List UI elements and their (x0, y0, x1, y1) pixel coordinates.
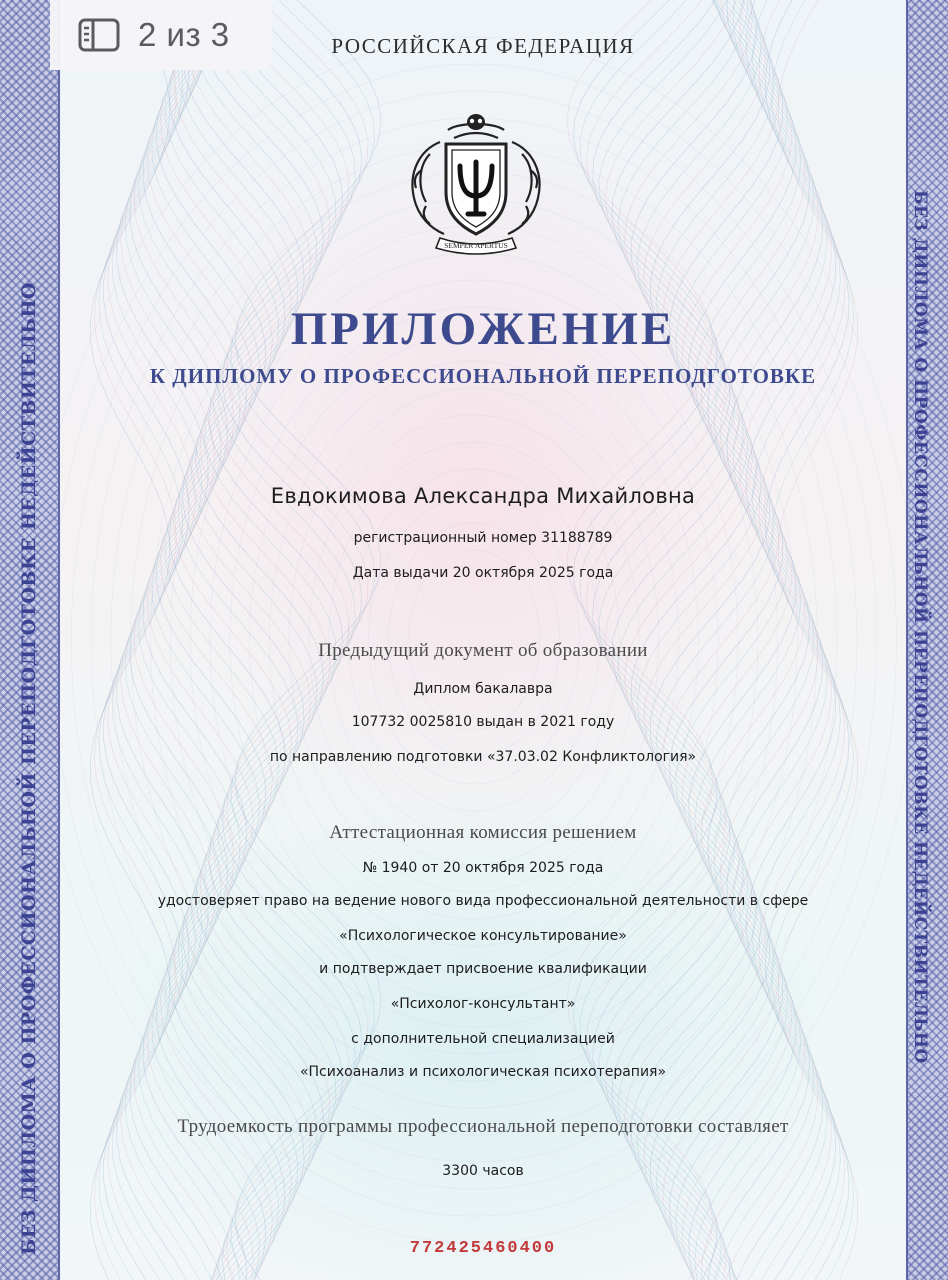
activity-name: «Психологическое консультирование» (339, 928, 627, 944)
registration-number: регистрационный номер 31188789 (353, 530, 613, 546)
holder-full-name: Евдокимова Александра Михайловна (270, 484, 696, 508)
commission-heading: Аттестационная комиссия решением (329, 822, 637, 843)
document-subtitle: К ДИПЛОМУ О ПРОФЕССИОНАЛЬНОЙ ПЕРЕПОДГОТОВКЕ (149, 364, 817, 388)
right-band-text: БЕЗ ДИПЛОМА О ПРОФЕССИОНАЛЬНОЙ ПЕРЕПОДГОТОВКЕ НЕДЕЙСТВИТЕЛЬНО (910, 190, 930, 1064)
workload-heading: Трудоемкость программы профессиональной переподготовки составляет (177, 1116, 789, 1137)
previous-education-field: по направлению подготовки «37.03.02 Конфликтология» (269, 749, 697, 765)
issue-date: Дата выдачи 20 октября 2025 года (352, 565, 614, 581)
workload-hours: 3300 часов (442, 1163, 524, 1179)
document-title: ПРИЛОЖЕНИЕ (290, 303, 676, 355)
confirms-text: и подтверждает присвоение квалификации (319, 961, 647, 977)
previous-education-heading: Предыдущий документ об образовании (318, 640, 648, 661)
emblem-motto: SEMPER APERTUS (444, 241, 508, 250)
left-band-text: БЕЗ ДИПЛОМА О ПРОФЕССИОНАЛЬНОЙ ПЕРЕПОДГОТОВКЕ НЕДЕЙСТВИТЕЛЬНО (18, 282, 40, 1255)
serial-number: 772425460400 (409, 1239, 557, 1258)
page-indicator-label: 2 из 3 (138, 16, 230, 53)
psi-emblem-icon (400, 110, 552, 260)
previous-document-type: Диплом бакалавра (413, 681, 553, 697)
country-heading: РОССИЙСКАЯ ФЕДЕРАЦИЯ (331, 34, 635, 58)
qualification-name: «Психолог-консультант» (390, 996, 576, 1012)
previous-document-number: 107732 0025810 выдан в 2021 году (351, 714, 615, 730)
certifies-text: удостоверяет право на ведение нового вида профессиональной деятельности в сфере (157, 893, 809, 909)
specialization-name: «Психоанализ и психологическая психотерапия» (299, 1064, 667, 1080)
additional-specialization-label: с дополнительной специализацией (351, 1031, 615, 1047)
commission-decision: № 1940 от 20 октября 2025 года (362, 860, 604, 876)
